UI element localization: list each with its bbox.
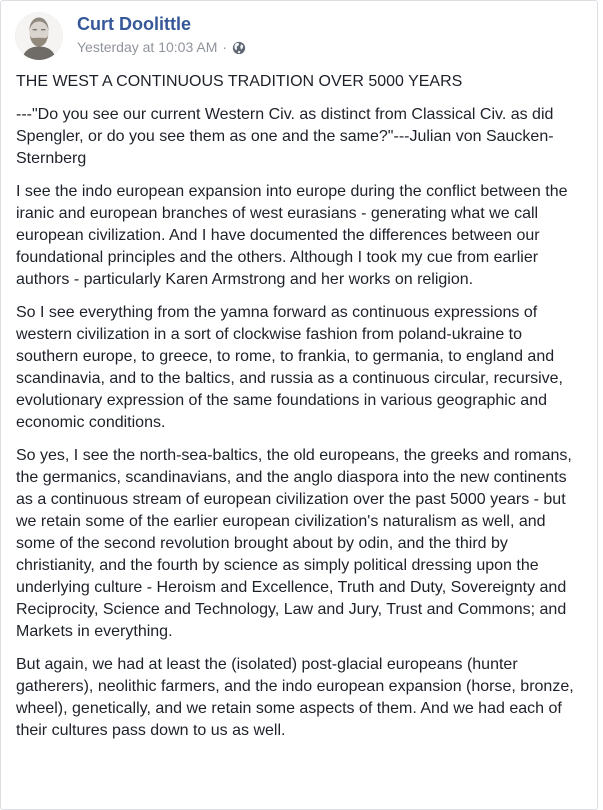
post-title: THE WEST A CONTINUOUS TRADITION OVER 5000 YEARS	[16, 73, 463, 90]
post-paragraph: I see the indo european expansion into europe during the conflict between the iranic and european branches of west eurasians - generating what we call european civilization. And I have documented the differences between our foundational principles and the others. Although I took my cue from earlier authors - particularly Karen Armstrong and her works on religion.	[16, 183, 568, 288]
globe-public-icon	[232, 41, 246, 55]
post-header-info	[77, 12, 246, 56]
post-meta-row	[77, 39, 246, 56]
profile-photo-icon	[15, 12, 63, 60]
avatar[interactable]	[15, 12, 63, 60]
post-content	[1, 69, 597, 742]
post-timestamp[interactable]: Yesterday at 10:03 AM	[77, 39, 218, 55]
meta-separator: ·	[222, 39, 228, 55]
post-paragraph: ---"Do you see our current Western Civ. as distinct from Classical Civ. as did Spengler, or do you see them as one and the same?"---Julian von Saucken-Sternberg	[16, 106, 554, 167]
author-name-link[interactable]: Curt Doolittle	[77, 14, 191, 34]
post-paragraph: But again, we had at least the (isolated) post-glacial europeans (hunter gatherers), neolithic farmers, and the indo european expansion (horse, bronze, wheel), genetically, and we retain some aspects of them. And we had each of their cultures pass down to us as well.	[16, 656, 574, 739]
post-paragraph: So yes, I see the north-sea-baltics, the old europeans, the greeks and romans, the germanics, scandinavians, and the anglo diaspora into the new continents as a continuous stream of european civilization over the past 5000 years - but we retain some of the earlier european civilization's naturalism as well, and some of the second revolution brought about by odin, and the third by christianity, and the fourth by science as simply political dressing upon the underlying culture - Heroism and Excellence, Truth and Duty, Sovereignty and Reciprocity, Science and Technology, Law and Jury, Trust and Commons; and Markets in everything.	[16, 447, 572, 640]
post-header	[1, 1, 597, 69]
post-paragraph: So I see everything from the yamna forward as continuous expressions of western civilization in a sort of clockwise fashion from poland-ukraine to southern europe, to greece, to rome, to frankia, to germania, to england and scandinavia, and to the baltics, and russia as a continuous circular, recursive, evolutionary expression of the same foundations in various geographic and economic conditions.	[16, 304, 563, 431]
